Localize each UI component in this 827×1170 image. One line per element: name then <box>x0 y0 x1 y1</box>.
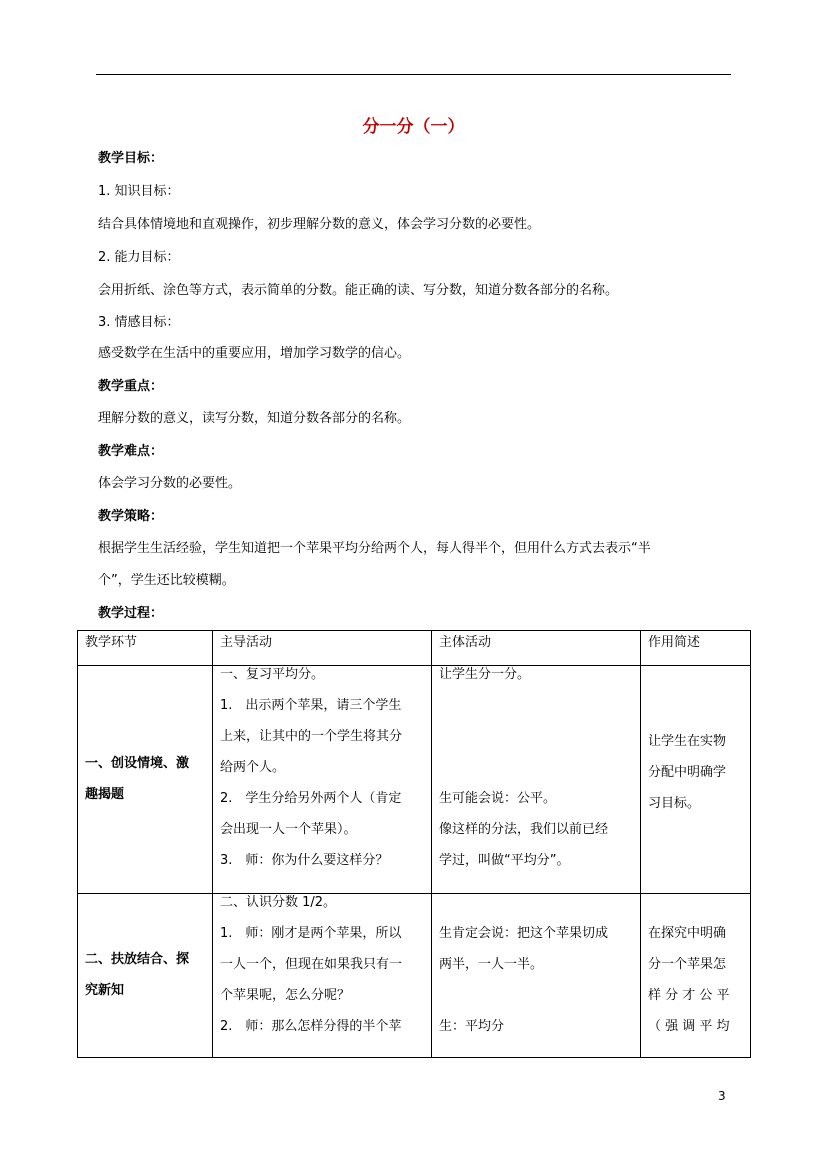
stage-line: 一、创设情境、激 <box>85 756 190 771</box>
lead-activity-cell <box>213 666 432 894</box>
table-header-row <box>78 631 751 666</box>
purpose-line <box>648 894 744 925</box>
column-header-lead-activity: 主导活动 <box>213 631 432 666</box>
key-point-heading: 教学重点： <box>98 379 164 394</box>
strategy-text-line2: 个”，学生还比较模糊。 <box>98 573 235 588</box>
column-header-student-activity: 主体活动 <box>432 631 641 666</box>
process-heading: 教学过程： <box>98 606 164 621</box>
lead-line: 2. 学生分给另外两个人（肯定 <box>220 791 402 806</box>
lead-line: 会出现一人一个苹果）。 <box>220 822 357 837</box>
main-line <box>439 894 634 925</box>
main-line: 像这样的分法，我们以前已经 <box>439 822 609 837</box>
stage-cell <box>78 666 213 894</box>
main-line <box>439 697 634 728</box>
purpose-line: 样 分 才 公 平 <box>648 988 730 1003</box>
purpose-line: 分一个苹果怎 <box>648 957 727 972</box>
ability-objective-label: 2. 能力目标： <box>98 250 180 265</box>
stage-line: 究新知 <box>85 983 125 998</box>
page-number: 3 <box>718 1089 726 1103</box>
header-rule <box>96 74 731 75</box>
column-header-stage: 教学环节 <box>78 631 213 666</box>
objectives-heading: 教学目标： <box>98 151 164 166</box>
purpose-line: 分配中明确学 <box>648 765 727 780</box>
document-title: 分一分（一） <box>362 117 465 137</box>
emotion-objective-text: 感受数学在生活中的重要应用，增加学习数学的信心。 <box>98 346 411 361</box>
purpose-line: 让学生在实物 <box>648 734 727 749</box>
strategy-text-line1: 根据学生生活经验，学生知道把一个苹果平均分给两个人，每人得半个，但用什么方式去表示“半 <box>98 541 651 556</box>
column-header-purpose: 作用简述 <box>641 631 751 666</box>
stage-line: 二、扶放结合、探 <box>85 952 190 967</box>
main-line: 生肯定会说：把这个苹果切成 <box>439 926 609 941</box>
main-line: 两半，一人一半。 <box>439 957 544 972</box>
main-line: 生：平均分 <box>439 1019 505 1034</box>
lead-line: 1. 师：刚才是两个苹果，所以 <box>220 926 402 941</box>
knowledge-objective-text: 结合具体情境地和直观操作，初步理解分数的意义，体会学习分数的必要性。 <box>98 217 541 232</box>
lead-line: 个苹果呢，怎么分呢？ <box>220 988 351 1003</box>
lead-line: 二、认识分数 1/2。 <box>220 895 337 910</box>
difficulty-heading: 教学难点： <box>98 444 164 459</box>
table-row <box>78 894 751 1058</box>
purpose-cell <box>641 666 751 894</box>
knowledge-objective-label: 1. 知识目标： <box>98 184 180 199</box>
lead-line: 上来，让其中的一个学生将其分 <box>220 729 403 744</box>
key-point-text: 理解分数的意义，读写分数，知道分数各部分的名称。 <box>98 411 411 426</box>
main-line <box>439 759 634 790</box>
main-line: 学过，叫做“平均分”。 <box>439 853 570 868</box>
lead-line: 2. 师：那么怎样分得的半个苹 <box>220 1019 402 1034</box>
main-line <box>439 728 634 759</box>
purpose-line: （ 强 调 平 均 <box>648 1019 730 1034</box>
difficulty-text: 体会学习分数的必要性。 <box>98 476 242 491</box>
lead-line: 一、复习平均分。 <box>220 667 325 682</box>
lead-line: 3. 师：你为什么要这样分？ <box>220 853 389 868</box>
teaching-process-table <box>77 630 751 1058</box>
purpose-line: 在探究中明确 <box>648 926 727 941</box>
stage-cell <box>78 894 213 1058</box>
strategy-heading: 教学策略： <box>98 509 164 524</box>
purpose-line: 习目标。 <box>648 796 701 811</box>
lead-line: 给两个人。 <box>220 760 286 775</box>
lead-activity-cell <box>213 894 432 1058</box>
emotion-objective-label: 3. 情感目标： <box>98 315 180 330</box>
table-row <box>78 666 751 894</box>
purpose-cell <box>641 894 751 1058</box>
student-activity-cell <box>432 894 641 1058</box>
main-line <box>439 987 634 1018</box>
main-line: 让学生分一分。 <box>439 667 531 682</box>
main-line: 生可能会说：公平。 <box>439 791 557 806</box>
lead-line: 一人一个，但现在如果我只有一 <box>220 957 403 972</box>
student-activity-cell <box>432 666 641 894</box>
ability-objective-text: 会用折纸、涂色等方式，表示简单的分数。能正确的读、写分数，知道分数各部分的名称。 <box>98 283 619 298</box>
stage-line: 趣揭题 <box>85 787 125 802</box>
lead-line: 1. 出示两个苹果，请三个学生 <box>220 698 402 713</box>
